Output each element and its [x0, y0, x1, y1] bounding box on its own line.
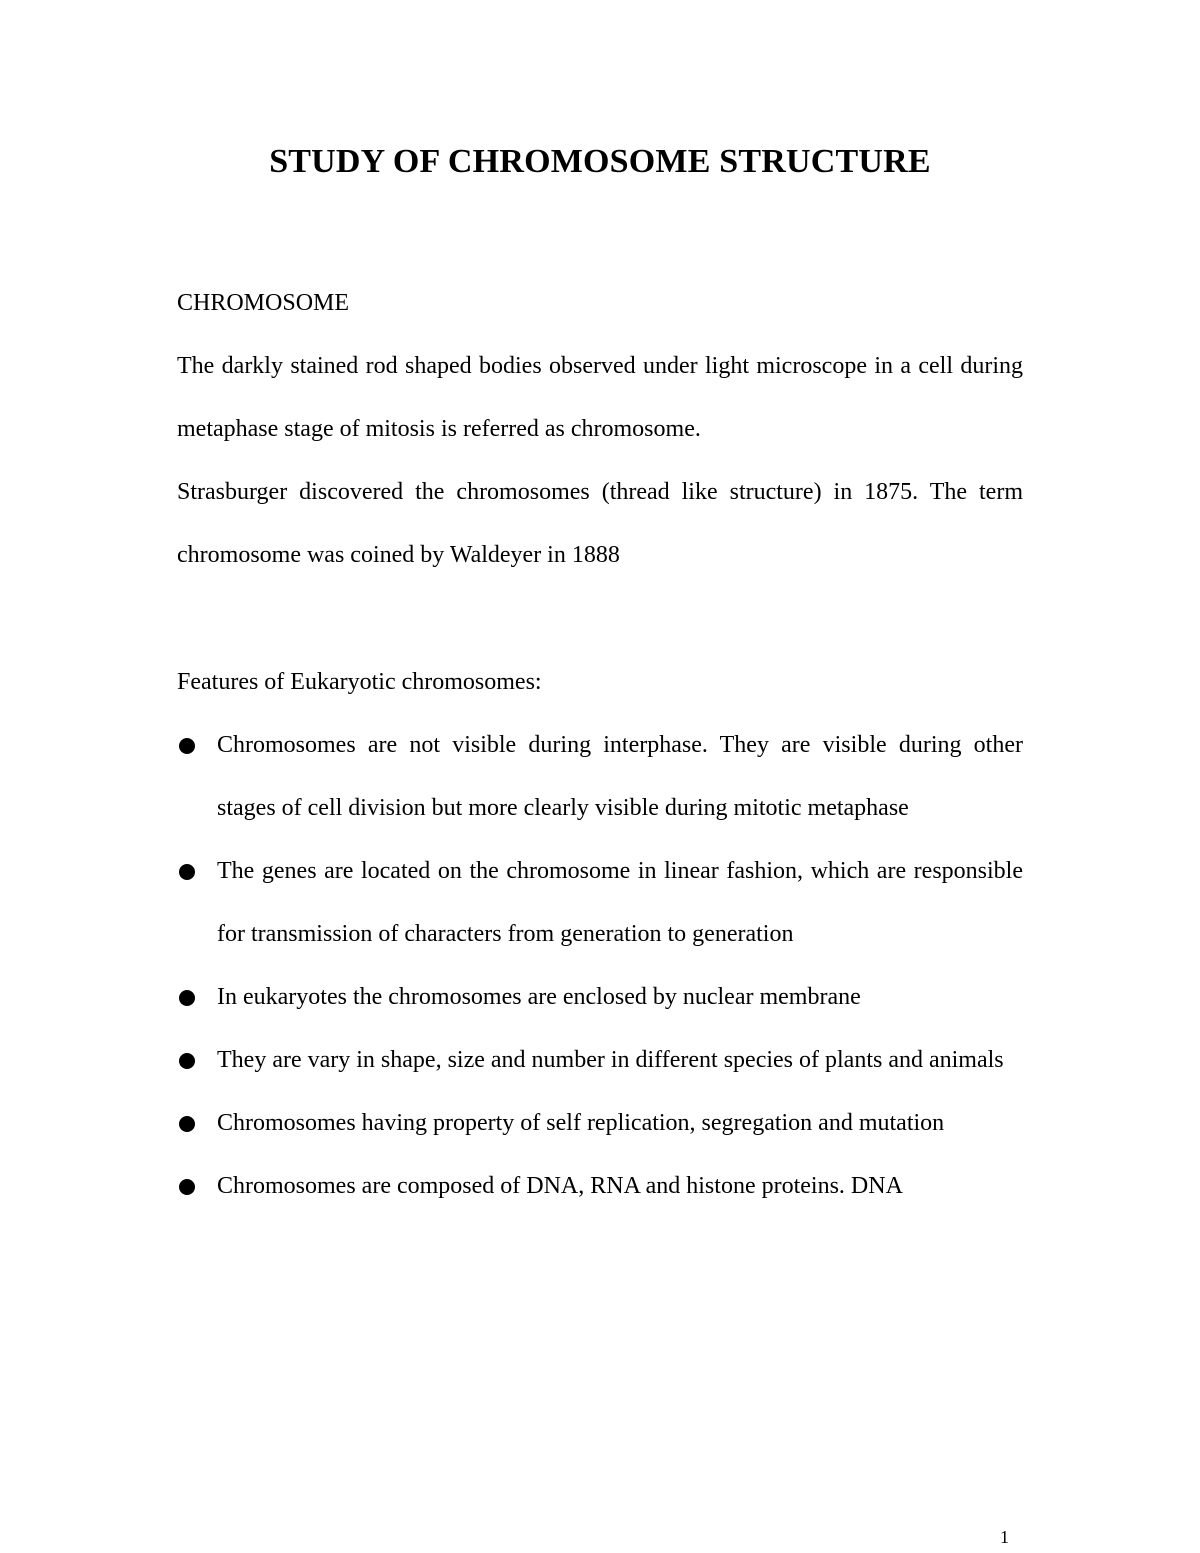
list-item	[177, 966, 1023, 1029]
list-item-text: They are vary in shape, size and number in different species of plants and animals	[217, 1047, 1004, 1073]
features-heading: Features of Eukaryotic chromosomes:	[177, 669, 542, 695]
list-item	[177, 1155, 1023, 1218]
history-text: Strasburger discovered the chromosomes (thread like structure) in 1875. The term chromosome was coined by Waldeyer in 1888	[177, 479, 1023, 568]
section-heading: CHROMOSOME	[177, 290, 350, 316]
intro-text: The darkly stained rod shaped bodies observed under light microscope in a cell during metaphase stage of mitosis is referred as chromosome.	[177, 353, 1023, 442]
document-title: STUDY OF CHROMOSOME STRUCTURE	[269, 143, 931, 180]
list-item	[177, 840, 1023, 966]
page-number: 1	[1000, 1527, 1009, 1547]
list-item-text: Chromosomes having property of self replication, segregation and mutation	[217, 1110, 945, 1136]
list-item	[177, 1029, 1023, 1092]
definition-paragraph	[177, 335, 1023, 587]
bullet-icon	[179, 1116, 195, 1132]
features-list	[177, 714, 1023, 1218]
bullet-icon	[179, 1179, 195, 1195]
list-item-text: In eukaryotes the chromosomes are enclosed by nuclear membrane	[217, 984, 861, 1010]
bullet-icon	[179, 990, 195, 1006]
list-item-text: The genes are located on the chromosome in linear fashion, which are responsible for transmission of characters from generation to generation	[217, 858, 1023, 947]
bullet-icon	[179, 738, 195, 754]
list-item-text: Chromosomes are not visible during interphase. They are visible during other stages of cell division but more clearly visible during mitotic metaphase	[217, 732, 1023, 821]
list-item-text: Chromosomes are composed of DNA, RNA and histone proteins. DNA	[217, 1173, 903, 1199]
bullet-icon	[179, 864, 195, 880]
list-item	[177, 1092, 1023, 1155]
list-item	[177, 714, 1023, 840]
bullet-icon	[179, 1053, 195, 1069]
